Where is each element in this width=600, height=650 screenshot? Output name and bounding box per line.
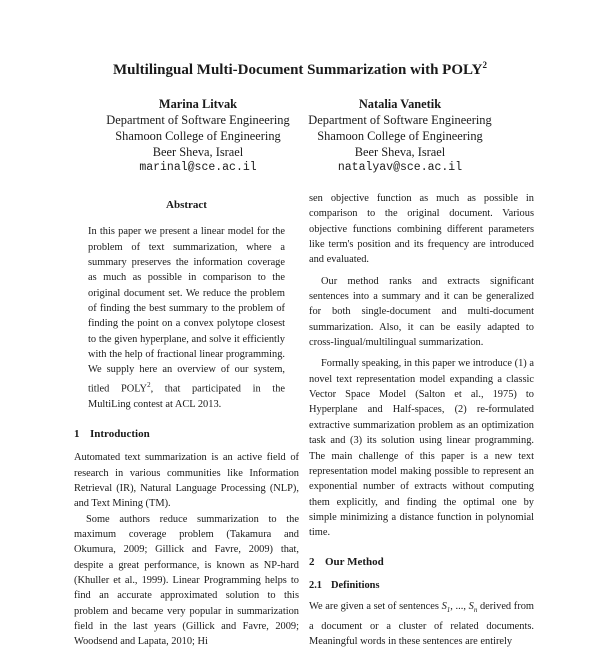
abstract-text-end: , that participated in the MultiLing contest at ACL 2013.	[88, 383, 285, 410]
author-name: Natalia Vanetik	[358, 97, 442, 111]
method-text-end: derived from a document or a cluster of related documents. Meaningful words in these sentences are entirely	[309, 601, 534, 648]
subsection-number: 2.1	[309, 579, 322, 591]
math-symbol: S	[468, 601, 474, 613]
author-block-2	[290, 96, 510, 176]
paper-title	[0, 60, 600, 79]
right-column	[309, 191, 534, 649]
author-department: Department of Software Engineering	[106, 113, 290, 127]
math-s1	[441, 601, 451, 615]
title-text: Multilingual Multi-Document Summarization with POLY	[113, 62, 483, 78]
math-separator: , ...,	[450, 601, 469, 613]
section-heading-introduction	[74, 427, 299, 442]
method-paragraph-1	[309, 599, 534, 649]
abstract-body	[88, 224, 285, 412]
section-heading-method	[309, 555, 534, 570]
math-subscript: n	[473, 606, 478, 615]
method-text-start: We are given a set of sentences	[309, 601, 442, 613]
abstract-heading: Abstract	[166, 199, 207, 211]
author-institution: Shamoon College of Engineering	[115, 129, 281, 143]
abstract-superscript: 2	[147, 380, 151, 389]
author-name: Marina Litvak	[158, 97, 238, 111]
author-location: Beer Sheva, Israel	[152, 145, 244, 159]
math-symbol: S	[441, 601, 447, 613]
math-subscript: 1	[446, 606, 451, 615]
intro-paragraph-2-continued: sen objective function as much as possible in comparison to the original document. Various objective functions combining different parameters like term's position and its frequency are introduced and evaluated.	[309, 193, 534, 266]
title-superscript: 2	[482, 60, 487, 70]
intro-paragraph-4: Formally speaking, in this paper we introduce (1) a novel text representation model expanding a classic Vector Space Model (Salton et al., 1975) to Hyperplane and Half-spaces, (2) re-formulated extractive summarization problem as an optimization task and (3) its solution using linear programming. The main challenge of this paper is a new text representation model making possible to represent an exponential number of extracts without computing them explicitly, and finding the optimal one by simple minimizing a distance function in polynomial time.	[309, 358, 534, 539]
left-column	[74, 198, 299, 650]
section-title: Introduction	[90, 427, 150, 440]
abstract-text: In this paper we present a linear model for the problem of text summarization, where a summary preserves the information coverage as much as possible in comparison to the original document set. We reduce the problem of finding the best summary to the problem of finding the point on a convex polytope closest to the given hyperplane, and solve it efficiently with the help of fractional linear programming. We supply here an overview of our system, titled POLY	[88, 226, 285, 395]
subsection-heading-definitions	[309, 578, 534, 593]
author-email: natalyav@sce.ac.il	[337, 161, 463, 174]
intro-paragraph-3: Our method ranks and extracts significant sentences into a summary and it can be generalized for both single-document and multi-document summarization. Also, it can be easily adapted to cross-lingual/multilingual summarization.	[309, 275, 534, 349]
subsection-title: Definitions	[331, 579, 380, 591]
author-email: marinal@sce.ac.il	[139, 161, 257, 174]
section-number: 2	[309, 555, 315, 568]
math-sn	[468, 601, 478, 615]
author-location: Beer Sheva, Israel	[354, 145, 446, 159]
section-title: Our Method	[325, 555, 384, 568]
intro-paragraph-1: Automated text summarization is an active field of research in various communities like Information Retrieval (IR), Natural Language Processing (NLP), and Text Mining (TM).	[74, 452, 299, 510]
author-institution: Shamoon College of Engineering	[317, 129, 483, 143]
intro-paragraph-2: Some authors reduce summarization to the maximum coverage problem (Takamura and Okumura, 2009; Gillick and Favre, 2009) that, despite a great performance, is known as NP-hard (Khuller et al., 1999). Linear Programming helps to find an accurate approximated solution to this problem and became very popular in summarization field in the last years (Gillick and Favre, 2009; Woodsend and Lapata, 2010; Hi	[74, 513, 299, 648]
author-block-1	[88, 96, 308, 176]
section-number: 1	[74, 427, 80, 440]
author-department: Department of Software Engineering	[308, 113, 492, 127]
